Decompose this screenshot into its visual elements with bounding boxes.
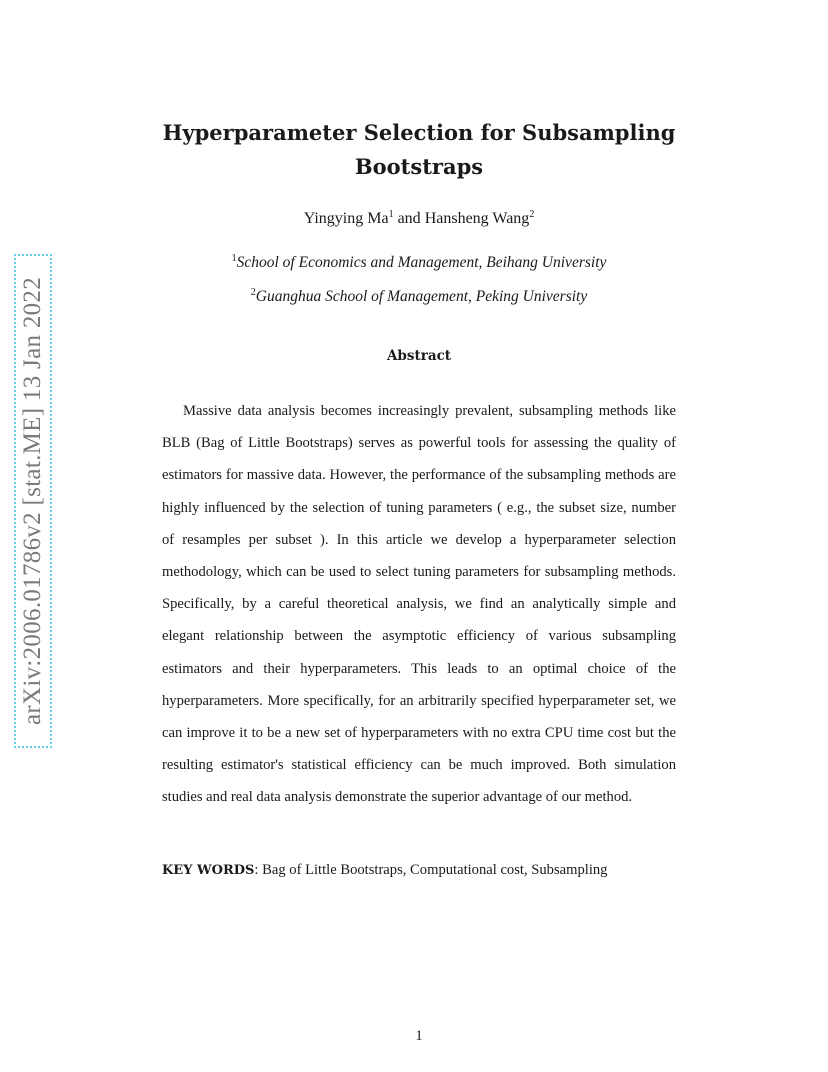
keywords-text: : Bag of Little Bootstraps, Computational cost, Subsampling xyxy=(254,862,608,878)
arxiv-identifier[interactable]: arXiv:2006.01786v2 [stat.ME] 13 Jan 2022 xyxy=(19,276,46,726)
affiliation-text: Guanghua School of Management, Peking University xyxy=(255,288,588,305)
keywords-label: KEY WORDS xyxy=(162,863,255,878)
arxiv-stamp xyxy=(14,254,52,748)
affiliation-mark: 2 xyxy=(529,209,535,220)
affiliation-1 xyxy=(150,253,688,273)
keywords xyxy=(162,860,676,881)
affiliation-2 xyxy=(150,287,688,307)
affiliation-mark: 1 xyxy=(231,253,237,264)
page-number: 1 xyxy=(415,1028,423,1044)
author-connector: and xyxy=(397,210,421,227)
affiliation-mark: 1 xyxy=(388,209,394,220)
affiliation-mark: 2 xyxy=(250,287,256,298)
affiliation-text: School of Economics and Management, Beihang University xyxy=(236,254,607,271)
paper-title: Hyperparameter Selection for Subsampling Bootstraps xyxy=(162,120,676,179)
abstract-heading: Abstract xyxy=(386,348,452,364)
author-list xyxy=(150,209,688,229)
abstract-body: Massive data analysis becomes increasingly prevalent, subsampling methods like BLB (Bag of Little Bootstraps) serves as powerful tools for assessing the quality of estimators for massive data. However, the performance of the subsampling methods are highly influenced by the selection of tuning parameters ( e.g., the subset size, number of resamples per subset ). In this article we develop a hyperparameter selection methodology, which can be used to select tuning parameters for subsampling methods. Specifically, by a careful theoretical analysis, we find an analytically simple and elegant relationship between the asymptotic efficiency of various subsampling estimators and their hyperparameters. This leads to an optimal choice of the hyperparameters. More specifically, for an arbitrarily specified hyperparameter set, we can improve it to be a new set of hyperparameters with no extra CPU time cost but the resulting estimator's statistical efficiency can be much improved. Both simulation studies and real data analysis demonstrate the superior advantage of our method. xyxy=(162,403,676,806)
author-name: Hansheng Wang xyxy=(424,210,530,227)
author-name: Yingying Ma xyxy=(303,210,389,227)
